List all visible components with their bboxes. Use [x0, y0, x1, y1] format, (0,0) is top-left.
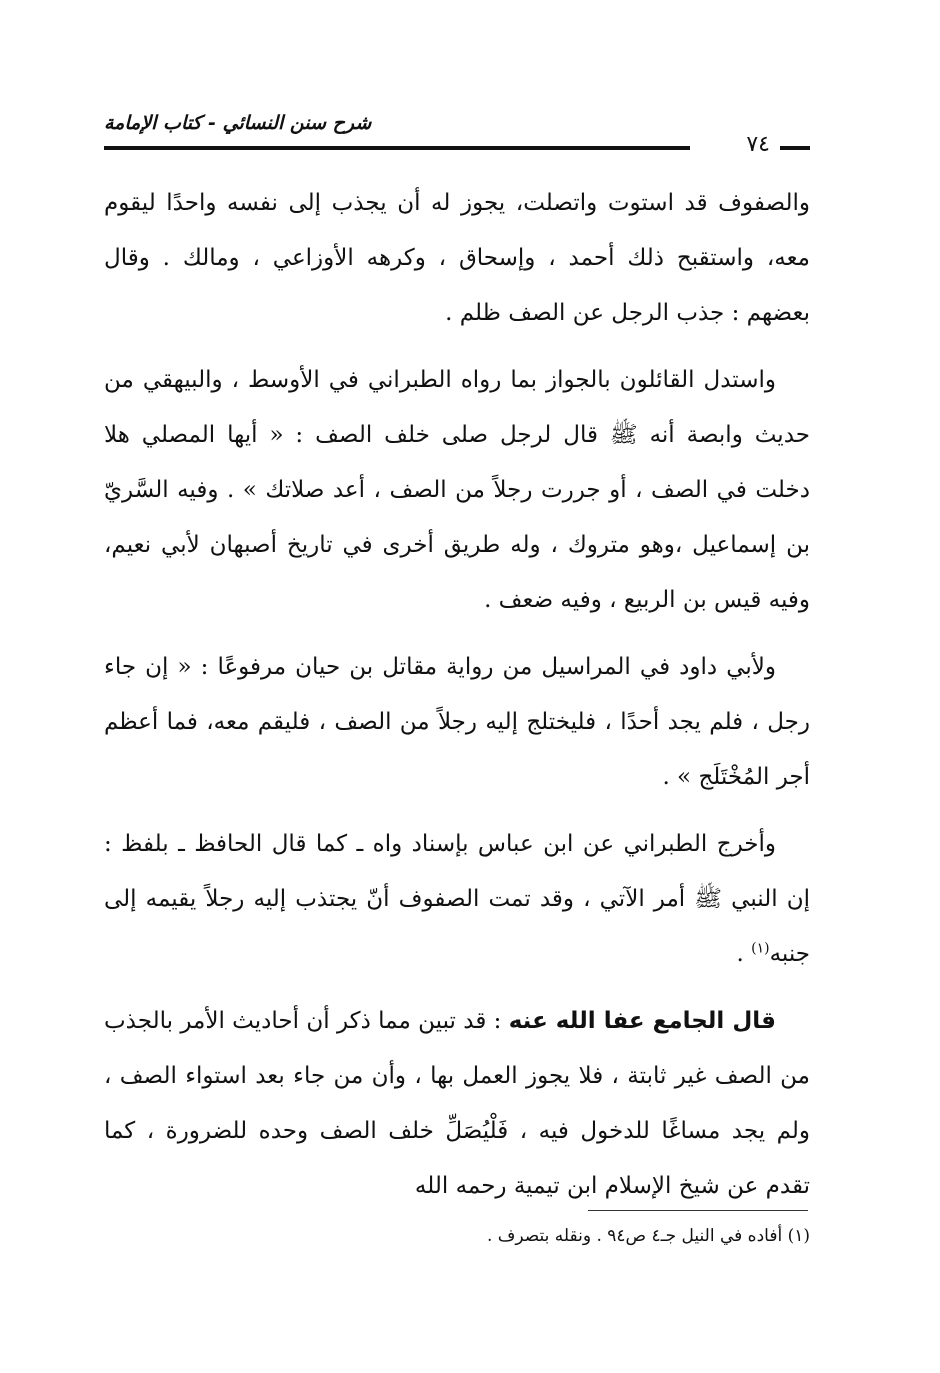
paragraph-4-text: وأخرج الطبراني عن ابن عباس بإسناد واه ـ كما قال الحافظ ـ بلفظ : إن النبي ﷺ أمر الآتي ، وقد تمت الصفوف أنّ يجتذب إليه رجلاً يقيمه إلى جنبه — [104, 831, 811, 967]
footnote-reference[interactable]: (١) — [751, 940, 770, 957]
paragraph-5 — [104, 994, 810, 1214]
body-text — [104, 176, 810, 1214]
running-title: شرح سنن النسائي - كتاب الإمامة — [104, 112, 372, 134]
page-number: ٧٤ — [746, 132, 770, 157]
paragraph-1 — [104, 176, 810, 341]
footnote: (١) أفاده في النيل جـ٤ ص٩٤ . ونقله بتصرف . — [486, 1226, 810, 1246]
author-remark-lead: قال الجامع عفا الله عنه — [508, 1008, 776, 1034]
paragraph-3-text: ولأبي داود في المراسيل من رواية مقاتل بن حيان مرفوعًا : « إن جاء رجل ، فلم يجد أحدًا ، فليختلج إليه رجلاً من الصف ، فليقم معه، فما أعظم أجر المُخْتَلَج » . — [104, 654, 810, 790]
footnote-separator — [588, 1210, 808, 1211]
paragraph-2-text: واستدل القائلون بالجواز بما رواه الطبراني في الأوسط ، والبيهقي من حديث وابصة أنه ﷺ قال لرجل صلى خلف الصف : « أيها المصلي هلا دخلت في الصف ، أو جررت رجلاً من الصف ، أعد صلاتك » . وفيه السَّريّ بن إسماعيل ،وهو متروك ، وله طريق أخرى في تاريخ أصبهان لأبي نعيم، وفيه قيس بن الربيع ، وفيه ضعف . — [104, 367, 810, 613]
page-number-dash — [780, 146, 810, 150]
paragraph-4 — [104, 817, 810, 982]
paragraph-3 — [104, 640, 810, 805]
paragraph-2 — [104, 353, 810, 628]
paragraph-5-text: : قد تبين مما ذكر أن أحاديث الأمر بالجذب من الصف غير ثابتة ، فلا يجوز العمل بها ، وأن من جاء بعد استواء الصف ، ولم يجد مساغًا للدخول فيه ، فَلْيُصَلِّ خلف الصف وحده للضرورة ، كما تقدم عن شيخ الإسلام ابن تيمية رحمه الله — [104, 1008, 810, 1199]
page-header — [104, 112, 810, 156]
header-rule — [104, 146, 690, 150]
paragraph-4-tail: . — [736, 941, 752, 967]
paragraph-1-text: والصفوف قد استوت واتصلت، يجوز له أن يجذب إلى نفسه واحدًا ليقوم معه، واستقبح ذلك أحمد ، وإسحاق ، وكرهه الأوزاعي ، ومالك . وقال بعضهم : جذب الرجل عن الصف ظلم . — [104, 190, 810, 326]
